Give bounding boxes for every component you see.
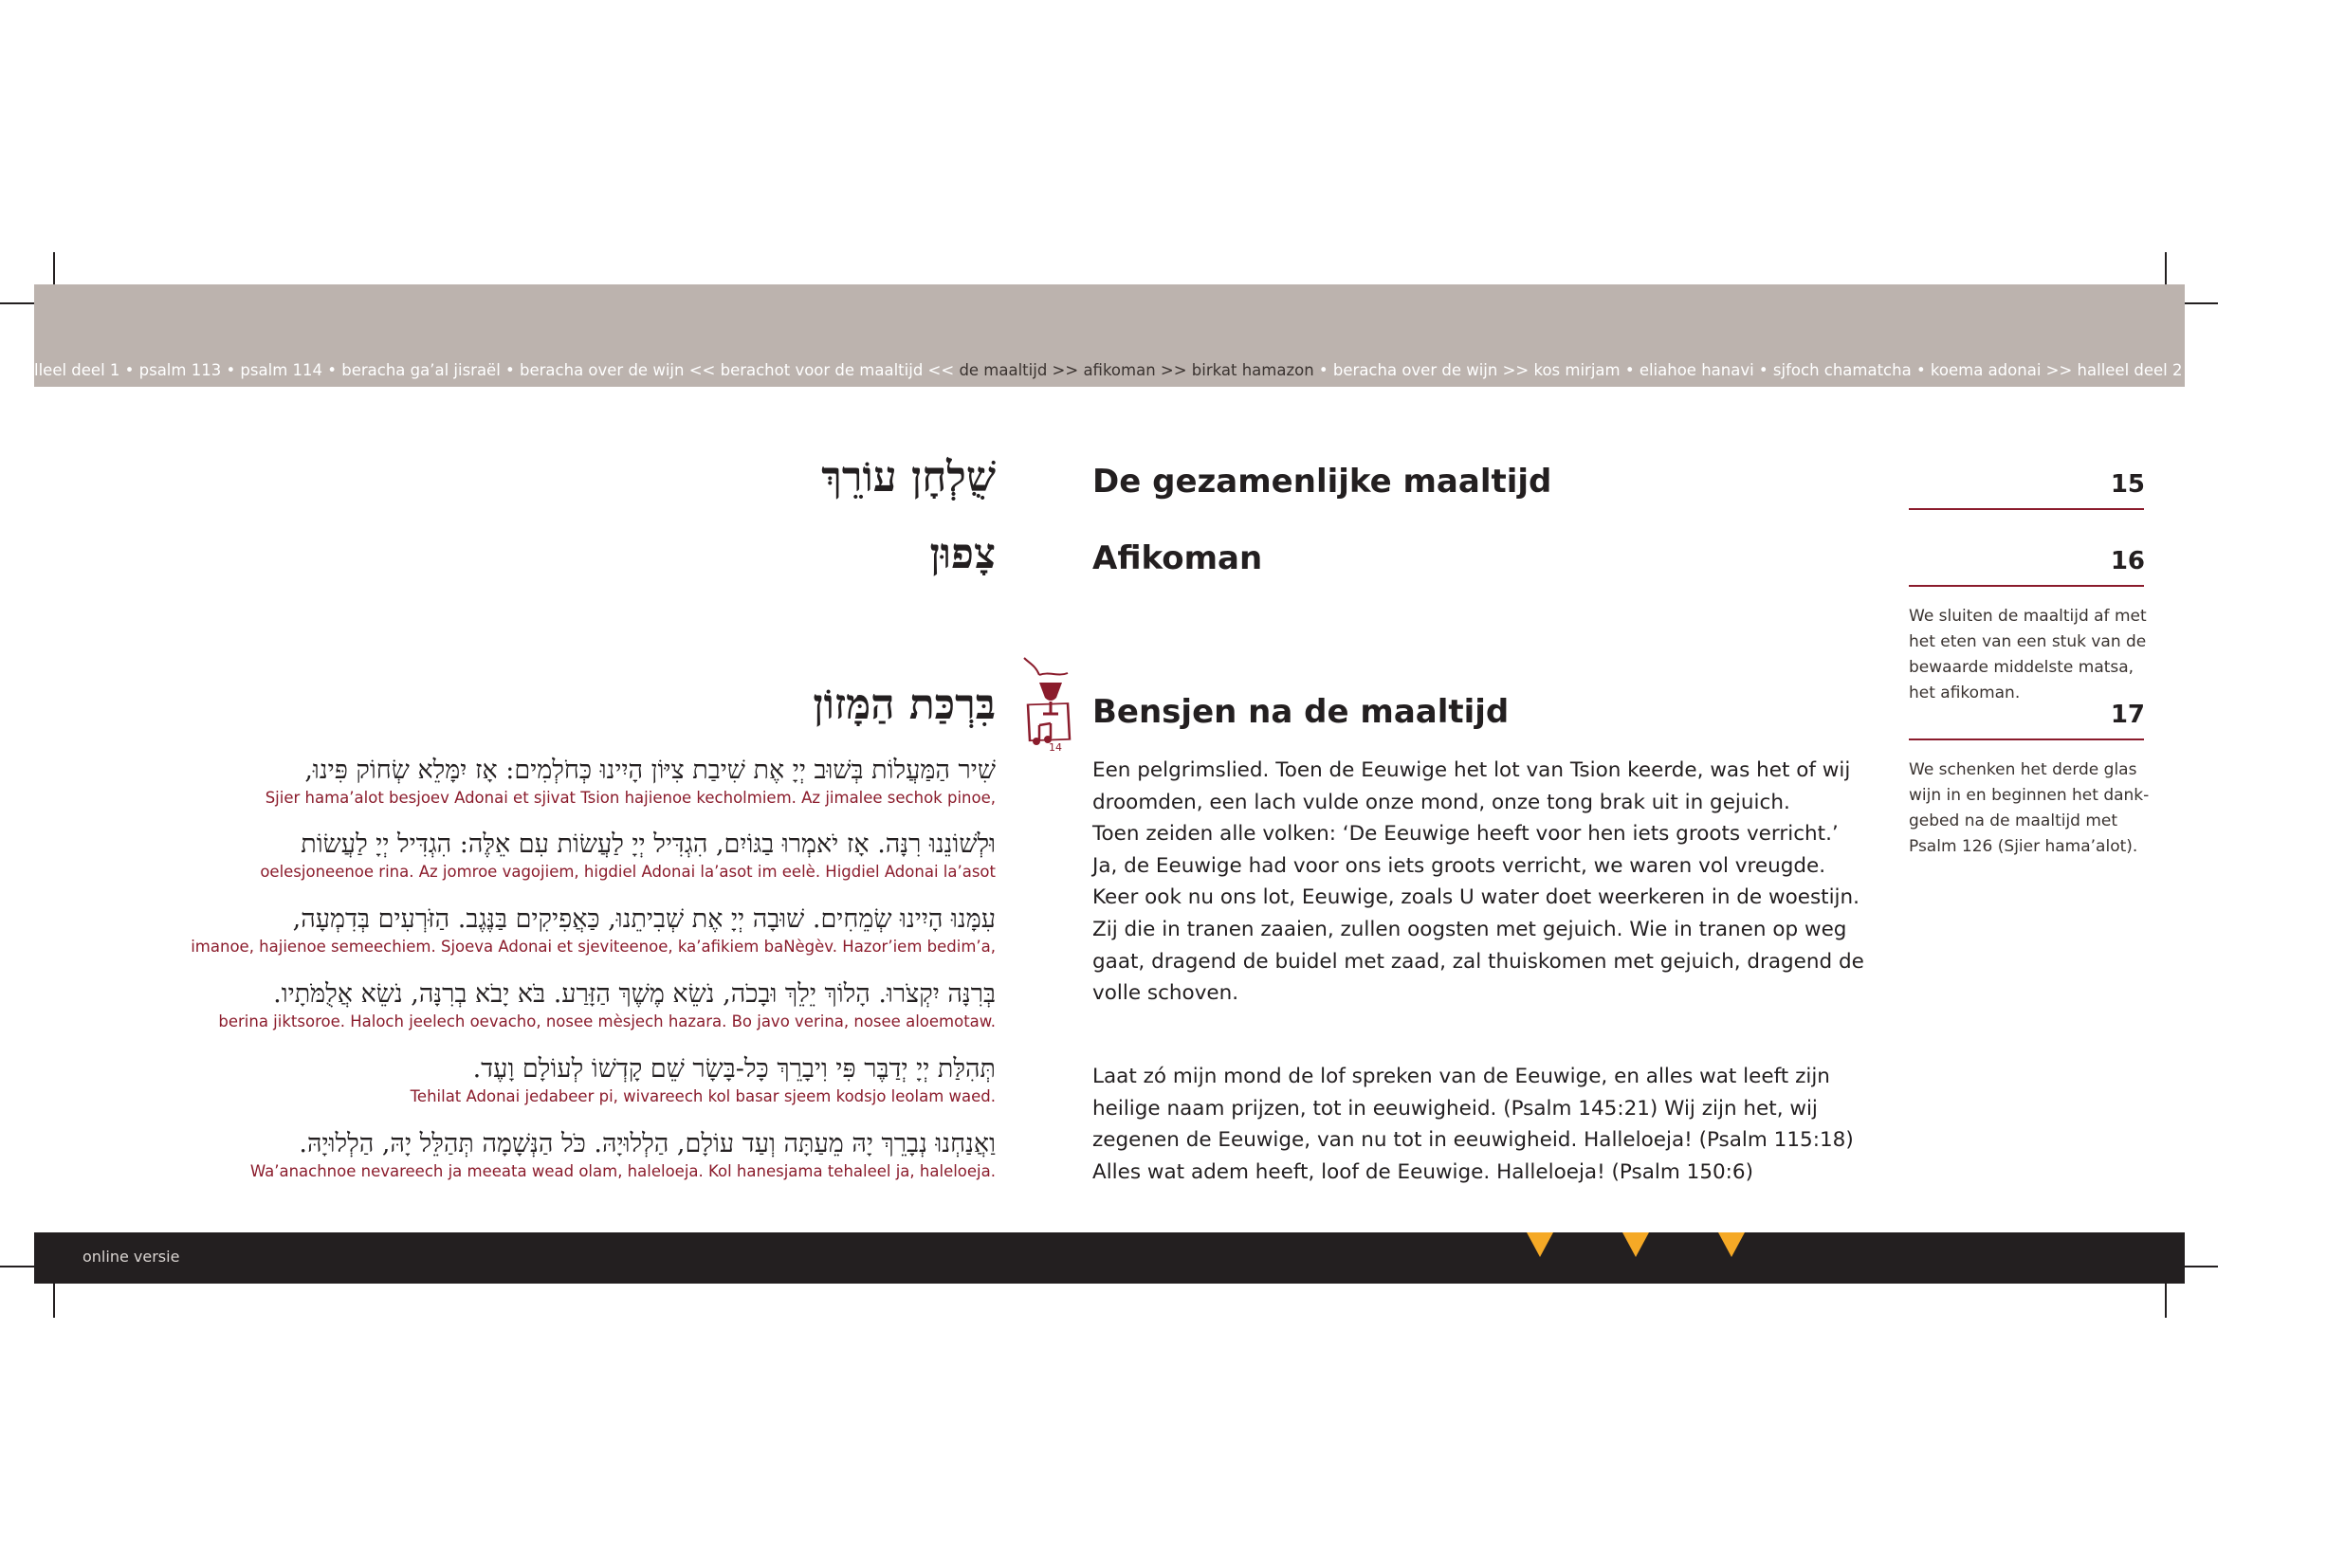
- footer-label: online versie: [82, 1248, 180, 1266]
- verse-hebrew: וַאֲנַחְנוּ נְבָרֵךְ יָהּ מֵעַתָּה וְעַד עוֹלָם, הַלְלוּיָהּ. כֹּל הַנְּשָׁמָה תְּהַלֵּל יָהּ, הַלְלוּיָהּ.: [299, 1129, 996, 1158]
- page-number[interactable]: 16: [2110, 547, 2145, 575]
- text-line: Ja, de Eeuwige had voor ons iets groots verricht, we waren vol vreugde.: [1092, 853, 1826, 878]
- text-line: Een pelgrimslied. Toen de Eeuwige het lot van Tsion keerde, was het of wij: [1092, 758, 1851, 782]
- verse-hebrew: וּלְשׁוֹנֵנוּ רִנָּה. אָז יֹאמְרוּ בַגּוֹיִם, הִגְדִּיל יְיָ לַעֲשׂוֹת עִם אֵלֶּה: הִגְדִּיל יְיָ לַעֲשׂוֹת: [301, 830, 996, 859]
- section-title-shulchan: De gezamenlijke maaltijd: [1092, 463, 1552, 501]
- verse: [218, 977, 996, 1032]
- verse: [250, 1127, 996, 1182]
- note-line: Psalm 126 (Sjier hama’alot).: [1909, 837, 2138, 856]
- text-line: heilige naam prijzen, tot in eeuwigheid. (Psalm 145:21) Wij zijn het, wij: [1092, 1096, 1818, 1121]
- note-line: bewaarde middelste matsa,: [1909, 658, 2134, 677]
- text-line: Keer ook nu ons lot, Eeuwige, zoals U water doet weerkeren in de woestijn.: [1092, 885, 1860, 910]
- verse-hebrew: שִׁיר הַמַּעֲלוֹת בְּשׁוּב יְיָ אֶת שִׁיבַת צִיּוֹן הָיִינוּ כְּחֹלְמִים: אָז יִמָּלֵא שְׂחוֹק פִּינוּ,: [304, 756, 996, 785]
- crop-mark: [0, 302, 34, 304]
- verse: [411, 1052, 996, 1107]
- blessing-translation: [1092, 1061, 1854, 1188]
- nav-current[interactable]: de maaltijd >> afikoman >> birkat hamazon: [959, 361, 1314, 379]
- divider: [1909, 738, 2144, 740]
- text-line: droomden, een lach vulde onze mond, onze tong brak uit in gejuich.: [1092, 790, 1790, 814]
- section-title-tsafun: Afikoman: [1092, 539, 1263, 577]
- verse-transliteration: oelesjoneenoe rina. Az jomroe vagojiem, higdiel Adonai la’asot im eelè. Higdiel Adonai la’asot: [260, 863, 996, 881]
- verse: [191, 903, 996, 957]
- wine-note: [1909, 757, 2155, 860]
- hebrew-heading-barech: בִּרְכַּת הַמָּזוֹן: [813, 681, 996, 729]
- crop-mark: [2165, 1284, 2167, 1318]
- page-number[interactable]: 15: [2110, 470, 2145, 499]
- text-line: Laat zó mijn mond de lof spreken van de Eeuwige, en alles wat leeft zijn: [1092, 1065, 1830, 1088]
- divider: [1909, 585, 2144, 587]
- verse-transliteration: berina jiktsoroe. Haloch jeelech oevacho, nosee mèsjech hazara. Bo javo verina, nosee aloemotaw.: [218, 1012, 996, 1030]
- note-line: het afikoman.: [1909, 684, 2021, 702]
- hebrew-heading-tsafun: צָפוּן: [929, 530, 996, 578]
- text-line: zegenen de Eeuwige, van nu tot in eeuwigheid. Halleloeja! (Psalm 115:18): [1092, 1128, 1854, 1153]
- crop-mark: [53, 252, 55, 286]
- note-line: We schenken het derde glas: [1909, 760, 2137, 779]
- page-number[interactable]: 17: [2110, 701, 2145, 729]
- verse-transliteration: Tehilat Adonai jedabeer pi, wivareech kol basar sjeem kodsjo leolam waed.: [410, 1087, 996, 1105]
- text-line: Zij die in tranen zaaien, zullen oogsten met gejuich. Wie in tranen op weg: [1092, 917, 1847, 941]
- verse: [266, 754, 996, 809]
- wine-glass-music-icon: [1020, 654, 1077, 758]
- verse-hebrew: בְּרִנָּה יִקְצֹרוּ. הָלוֹךְ יֵלֵךְ וּבָכֹה, נֹשֵׂא מֶשֶׁךְ הַזָּרַע. בֹּא יָבֹא בְרִנָּה, נֹשֵׂא אֲלֻמֹּתָיו.: [273, 979, 996, 1009]
- text-line: Alles wat adem heeft, loof de Eeuwige. Halleloeja! (Psalm 150:6): [1092, 1159, 1753, 1184]
- triangle-marker-icon: [1622, 1232, 1649, 1257]
- verse: [260, 828, 996, 883]
- crop-mark: [2184, 302, 2218, 304]
- afikoman-note: [1909, 604, 2155, 706]
- verse-hebrew: תְּהִלַּת יְיָ יְדַבֶּר פִּי וִיבָרֵךְ כָּל-בָּשָׂר שֵׁם קָדְשׁוֹ לְעוֹלָם וָעֶד.: [472, 1054, 996, 1084]
- note-line: het eten van een stuk van de: [1909, 632, 2147, 651]
- crop-mark: [53, 1284, 55, 1318]
- footer-band: [34, 1232, 2185, 1284]
- verse-transliteration: Sjier hama’alot besjoev Adonai et sjivat Tsion hajienoe kecholmiem. Az jimalee sechok pinoe,: [265, 789, 996, 807]
- verse-hebrew: עִמָּנוּ הָיִינוּ שְׂמֵחִים. שׁוּבָה יְיָ אֶת שְׁבִיתֵנוּ, כַּאֲפִיקִים בַּנֶּגֶב. הַזֹּרְעִים בְּדִמְעָה,: [292, 904, 996, 934]
- triangle-marker-icon: [1527, 1232, 1553, 1257]
- divider: [1909, 508, 2144, 510]
- header-band: [34, 284, 2345, 387]
- nav-after[interactable]: • beracha over de wijn >> kos mirjam • eliahoe hanavi • sjfoch chamatcha • koema adonai >> halleel deel 2 • psalm 115 •psalm: [1313, 361, 2345, 379]
- verse-transliteration: imanoe, hajienoe semeechiem. Sjoeva Adonai et sjeviteenoe, ka’afikiem baNègèv. Hazor’iem bedim’a,: [191, 938, 996, 956]
- text-line: gaat, dragend de buidel met zaad, zal thuiskomen met gejuich, dragend de: [1092, 949, 1864, 974]
- text-line: Toen zeiden alle volken: ‘De Eeuwige heeft voor hen iets groots verricht.’: [1092, 822, 1839, 847]
- note-line: We sluiten de maaltijd af met: [1909, 607, 2147, 626]
- seder-navigation: [34, 361, 2345, 379]
- verse-transliteration: Wa’anachnoe nevareech ja meeata wead olam, haleloeja. Kol hanesjama tehaleel ja, haleloeja.: [249, 1162, 996, 1180]
- triangle-marker-icon: [1718, 1232, 1745, 1257]
- psalm-translation: [1092, 755, 1864, 1010]
- section-title-barech: Bensjen na de maaltijd: [1092, 693, 1510, 731]
- nav-before[interactable]: lleel deel 1 • psalm 113 • psalm 114 • beracha ga’al jisraël • beracha over de wijn << berachot voor de maaltijd <<: [34, 361, 960, 379]
- text-line: volle schoven.: [1092, 981, 1239, 1006]
- note-line: wijn in en beginnen het dank-: [1909, 786, 2150, 805]
- crop-mark: [0, 1266, 34, 1267]
- crop-mark: [2165, 252, 2167, 286]
- hebrew-heading-shulchan: שֻׁלְחָן עוֹרֵךְ: [821, 453, 996, 501]
- note-line: gebed na de maaltijd met: [1909, 811, 2118, 830]
- crop-mark: [2184, 1266, 2218, 1267]
- icon-number: 14: [1049, 741, 1062, 754]
